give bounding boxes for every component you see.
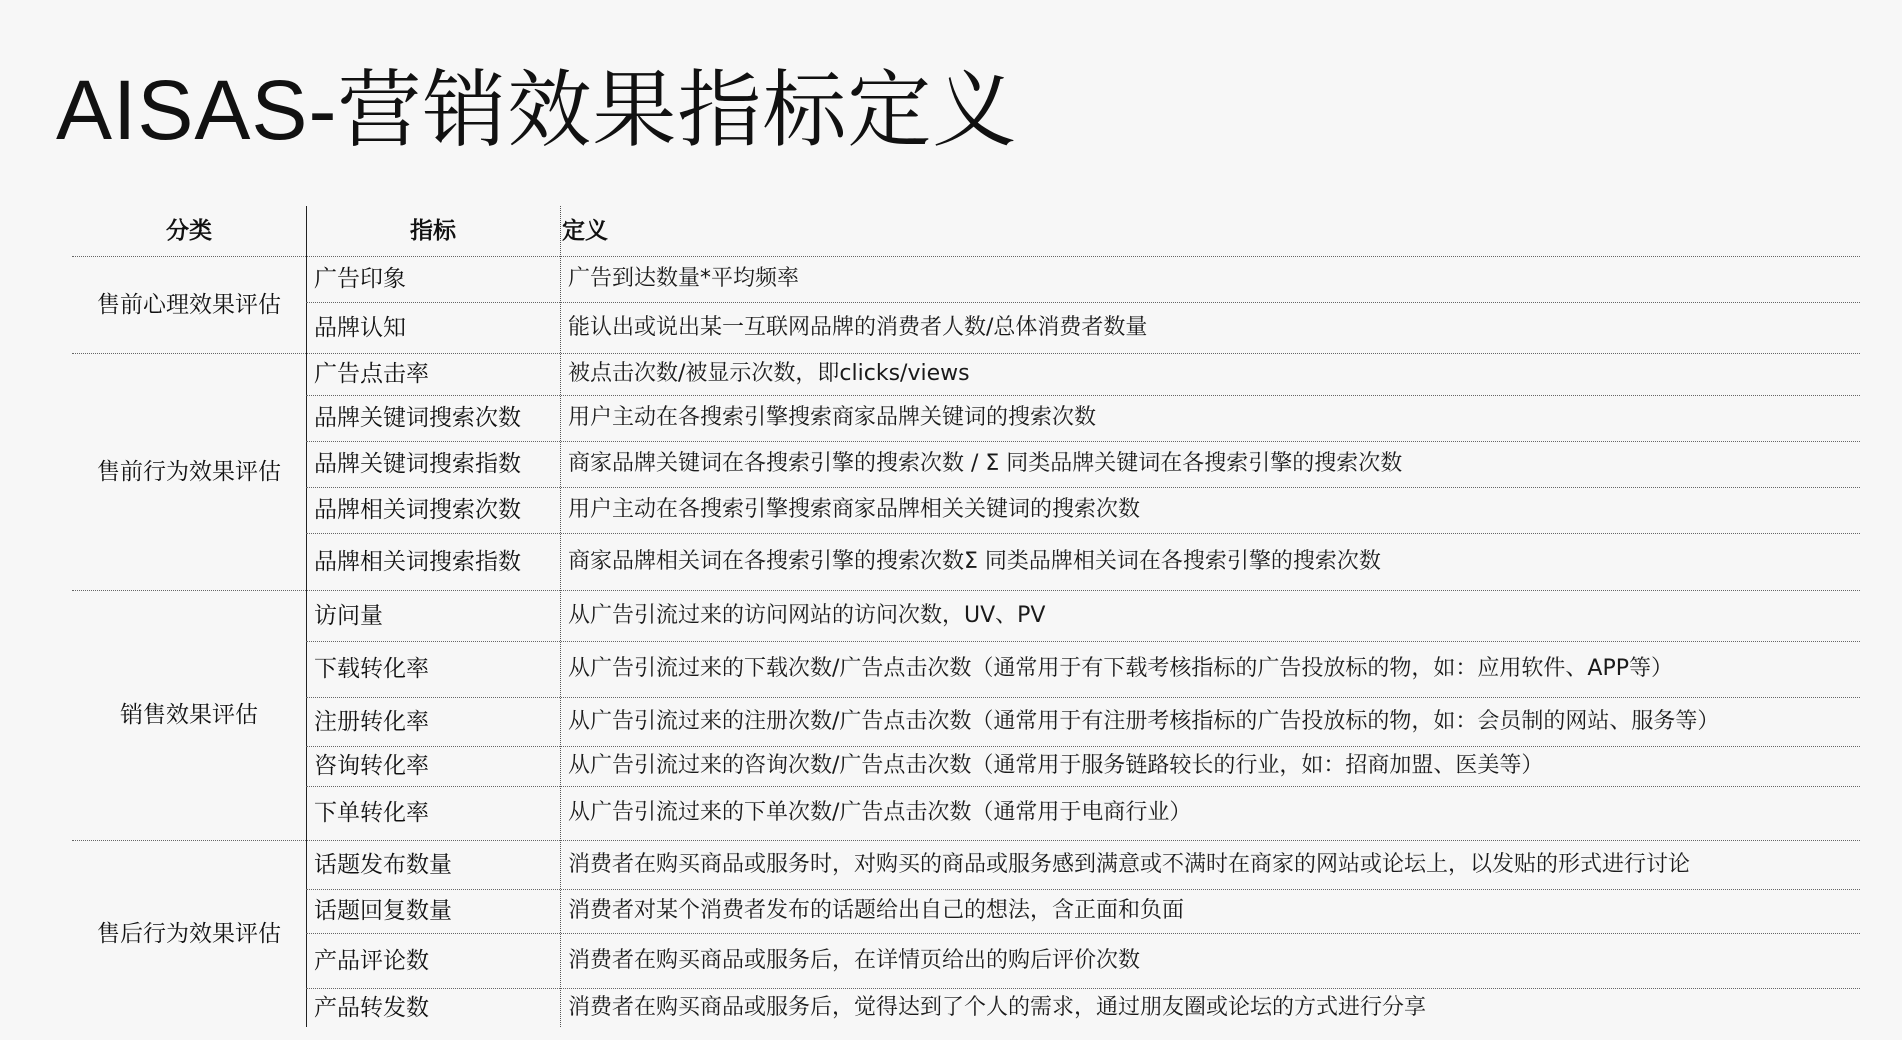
category-cell: 售前行为效果评估 — [97, 458, 281, 485]
page-title: AISAS-营销效果指标定义 — [56, 63, 1018, 157]
category-cell: 售前心理效果评估 — [97, 291, 281, 318]
indicator-cell: 注册转化率 — [314, 708, 429, 735]
indicator-cell: 产品评论数 — [314, 947, 429, 974]
definition-cell: 消费者在购买商品或服务后，觉得达到了个人的需求，通过朋友圈或论坛的方式进行分享 — [568, 994, 1427, 1020]
definition-cell: 被点击次数/被显示次数，即clicks/views — [568, 361, 970, 386]
indicator-cell: 产品转发数 — [314, 994, 429, 1021]
indicator-cell: 广告印象 — [314, 266, 406, 292]
indicator-cell: 话题发布数量 — [314, 851, 452, 878]
category-cell: 销售效果评估 — [120, 702, 258, 728]
indicator-cell: 品牌相关词搜索次数 — [314, 497, 521, 523]
indicator-cell: 下单转化率 — [314, 800, 429, 826]
indicator-cell: 咨询转化率 — [314, 753, 429, 779]
column-divider — [306, 206, 307, 1027]
definition-cell: 能认出或说出某一互联网品牌的消费者人数/总体消费者数量 — [568, 314, 1148, 340]
header-definition: 定义 — [562, 218, 608, 244]
indicator-cell: 品牌关键词搜索次数 — [314, 405, 521, 431]
definition-cell: 从广告引流过来的下单次数/广告点击次数（通常用于电商行业） — [568, 800, 1192, 825]
category-cell: 售后行为效果评估 — [97, 920, 281, 947]
definition-cell: 商家品牌关键词在各搜索引擎的搜索次数 / Σ 同类品牌关键词在各搜索引擎的搜索次数 — [568, 451, 1403, 476]
definition-cell: 消费者对某个消费者发布的话题给出自己的想法，含正面和负面 — [568, 898, 1185, 923]
definition-cell: 用户主动在各搜索引擎搜索商家品牌关键词的搜索次数 — [568, 405, 1097, 430]
definition-cell: 消费者在购买商品或服务后，在详情页给出的购后评价次数 — [568, 947, 1141, 973]
definition-cell: 消费者在购买商品或服务时，对购买的商品或服务感到满意或不满时在商家的网站或论坛上，以发贴的形式进行讨论 — [568, 851, 1691, 877]
definition-cell: 从广告引流过来的访问网站的访问次数，UV、PV — [568, 602, 1046, 628]
definition-cell: 广告到达数量*平均频率 — [568, 266, 800, 291]
indicator-cell: 下载转化率 — [314, 656, 429, 682]
definition-cell: 从广告引流过来的下载次数/广告点击次数（通常用于有下载考核指标的广告投放标的物，如：应用软件、APP等） — [568, 656, 1673, 681]
header-category: 分类 — [166, 218, 212, 244]
indicator-cell: 品牌相关词搜索指数 — [314, 548, 521, 575]
definition-cell: 用户主动在各搜索引擎搜索商家品牌相关关键词的搜索次数 — [568, 497, 1141, 522]
indicator-cell: 话题回复数量 — [314, 898, 452, 924]
header-indicator: 指标 — [410, 218, 456, 244]
definition-cell: 从广告引流过来的咨询次数/广告点击次数（通常用于服务链路较长的行业，如：招商加盟、医美等） — [568, 753, 1544, 778]
indicator-cell: 品牌认知 — [314, 314, 406, 341]
definition-cell: 从广告引流过来的注册次数/广告点击次数（通常用于有注册考核指标的广告投放标的物，如：会员制的网站、服务等） — [568, 708, 1720, 734]
indicator-cell: 广告点击率 — [314, 361, 429, 387]
indicator-cell: 品牌关键词搜索指数 — [314, 451, 521, 477]
indicator-cell: 访问量 — [314, 602, 383, 629]
definition-cell: 商家品牌相关词在各搜索引擎的搜索次数Σ 同类品牌相关词在各搜索引擎的搜索次数 — [568, 548, 1381, 574]
metrics-table — [72, 206, 1860, 1027]
